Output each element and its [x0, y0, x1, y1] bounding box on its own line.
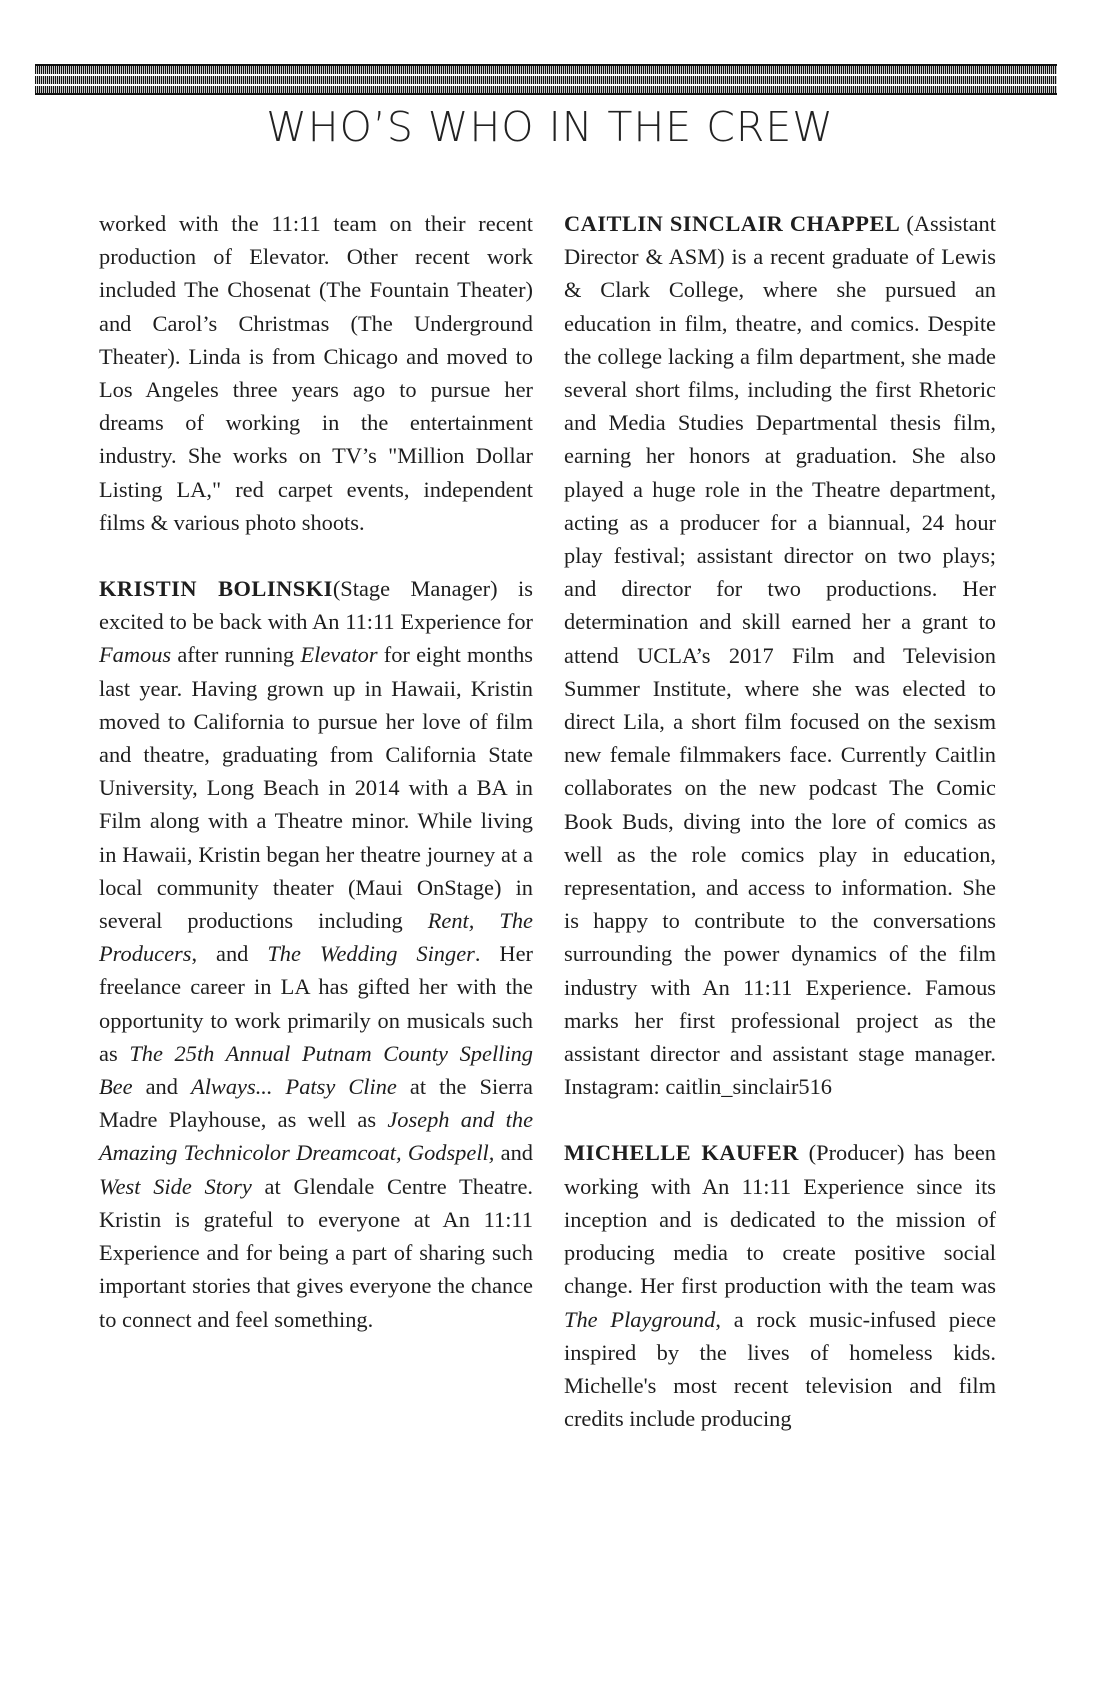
intro-paragraph	[99, 207, 533, 539]
show-title: Elevator	[300, 642, 378, 668]
show-title: The Playground	[564, 1306, 716, 1332]
bio-text: at the Sierra Madre Playhouse, as well as	[99, 1074, 534, 1133]
bio-caitlin-sinclair-chappel	[564, 207, 996, 1103]
bio-text: is excited to be back with An 11:11 Experience for	[99, 576, 533, 635]
bio-name: MICHELLE KAUFER	[564, 1140, 799, 1166]
bio-text: at Glendale Centre Theatre. Kristin is grateful to everyone at An 11:11 Experience and for being a part of sharing such important stories that gives everyone the chance to connect and feel something.	[99, 1173, 533, 1332]
bio-text: for eight months last year. Having grown up in Hawaii, Kristin moved to California to pursue her love of film and theatre, graduating from California State University, Long Beach in 2014 with a BA in Film along with a Theatre minor. While living in Hawaii, Kristin began her theatre journey at a local community theater (Maui OnStage) in several productions including	[99, 642, 533, 934]
bio-text: (Producer) has been working with An 11:11 Experience since its inception and is dedicated to the mission of producing media to create positive social change. Her first production with the team was	[564, 1140, 996, 1299]
show-title: The Wedding Singer	[267, 941, 475, 967]
bio-text: . Her freelance career in LA has gifted her with the opportunity to work primarily on musicals such as	[99, 941, 533, 1066]
header-hatch-band	[35, 86, 1057, 93]
bio-kristin-bolinski	[99, 572, 533, 1336]
show-title: Rent, The Producers	[99, 908, 533, 967]
show-title: Famous	[99, 642, 172, 668]
page-title: WHO’S WHO IN THE CREW	[266, 103, 834, 151]
bio-michelle-kaufer	[564, 1136, 996, 1435]
bio-name: KRISTIN BOLINSKI	[99, 576, 333, 602]
right-column	[564, 207, 996, 1468]
bio-text: after running	[171, 642, 301, 668]
bio-text: , a rock music-infused piece inspired by the lives of homeless kids. Michelle's most recent television and film credits include producing	[564, 1306, 997, 1432]
bio-role: (Stage Manager)	[332, 576, 498, 602]
bio-text: , and	[191, 941, 268, 967]
header-hatch-band	[35, 66, 1057, 74]
intro-text: worked with the 11:11 team on their recent production of Elevator. Other recent work included The Chosenat (The Fountain Theater) and Carol’s Christmas (The Underground Theater). Linda is from Chicago and moved to Los Angeles three years ago to pursue her dreams of working in the entertainment industry. She works on TV’s "Million Dollar Listing LA," red carpet events, independent films & various photo shoots.	[99, 211, 533, 535]
bio-text: (Assistant Director & ASM) is a recent graduate of Lewis & Clark College, where she pursued an education in film, theatre, and comics. Despite the college lacking a film department, she made several short films, including the first Rhetoric and Media Studies Departmental thesis film, earning her honors at graduation. She also played a huge role in the Theatre department, acting as a producer for a biannual, 24 hour play festival; assistant director on two plays; and director for two productions. Her determination and skill earned her a grant to attend UCLA’s 2017 Film and Television Summer Institute, where she was elected to direct Lila, a short film focused on the sexism new female filmmakers face. Currently Caitlin collaborates on the new podcast The Comic Book Buds, diving into the lore of comics as well as the role comics play in education, representation, and access to information. She is happy to contribute to the conversations surrounding the power dynamics of the film industry with An 11:11 Experience. Famous marks her first professional project as the assistant director and assistant stage manager. Instagram: caitlin_sinclair516	[564, 211, 996, 1100]
left-column	[99, 207, 533, 1369]
bio-name: CAITLIN SINCLAIR CHAPPEL	[564, 211, 901, 236]
bio-text: and	[494, 1140, 533, 1166]
show-title: West Side Story	[99, 1173, 252, 1199]
bio-text: and	[132, 1074, 192, 1100]
header-hatch-band	[35, 76, 1057, 84]
show-title: Joseph and the Amazing Technicolor Dreamcoat, Godspell,	[99, 1107, 534, 1166]
show-title: The 25th Annual Putnam County Spelling Bee	[99, 1040, 533, 1100]
header-bottom-rule	[35, 93, 1057, 95]
show-title: Always... Patsy Cline	[191, 1074, 397, 1100]
